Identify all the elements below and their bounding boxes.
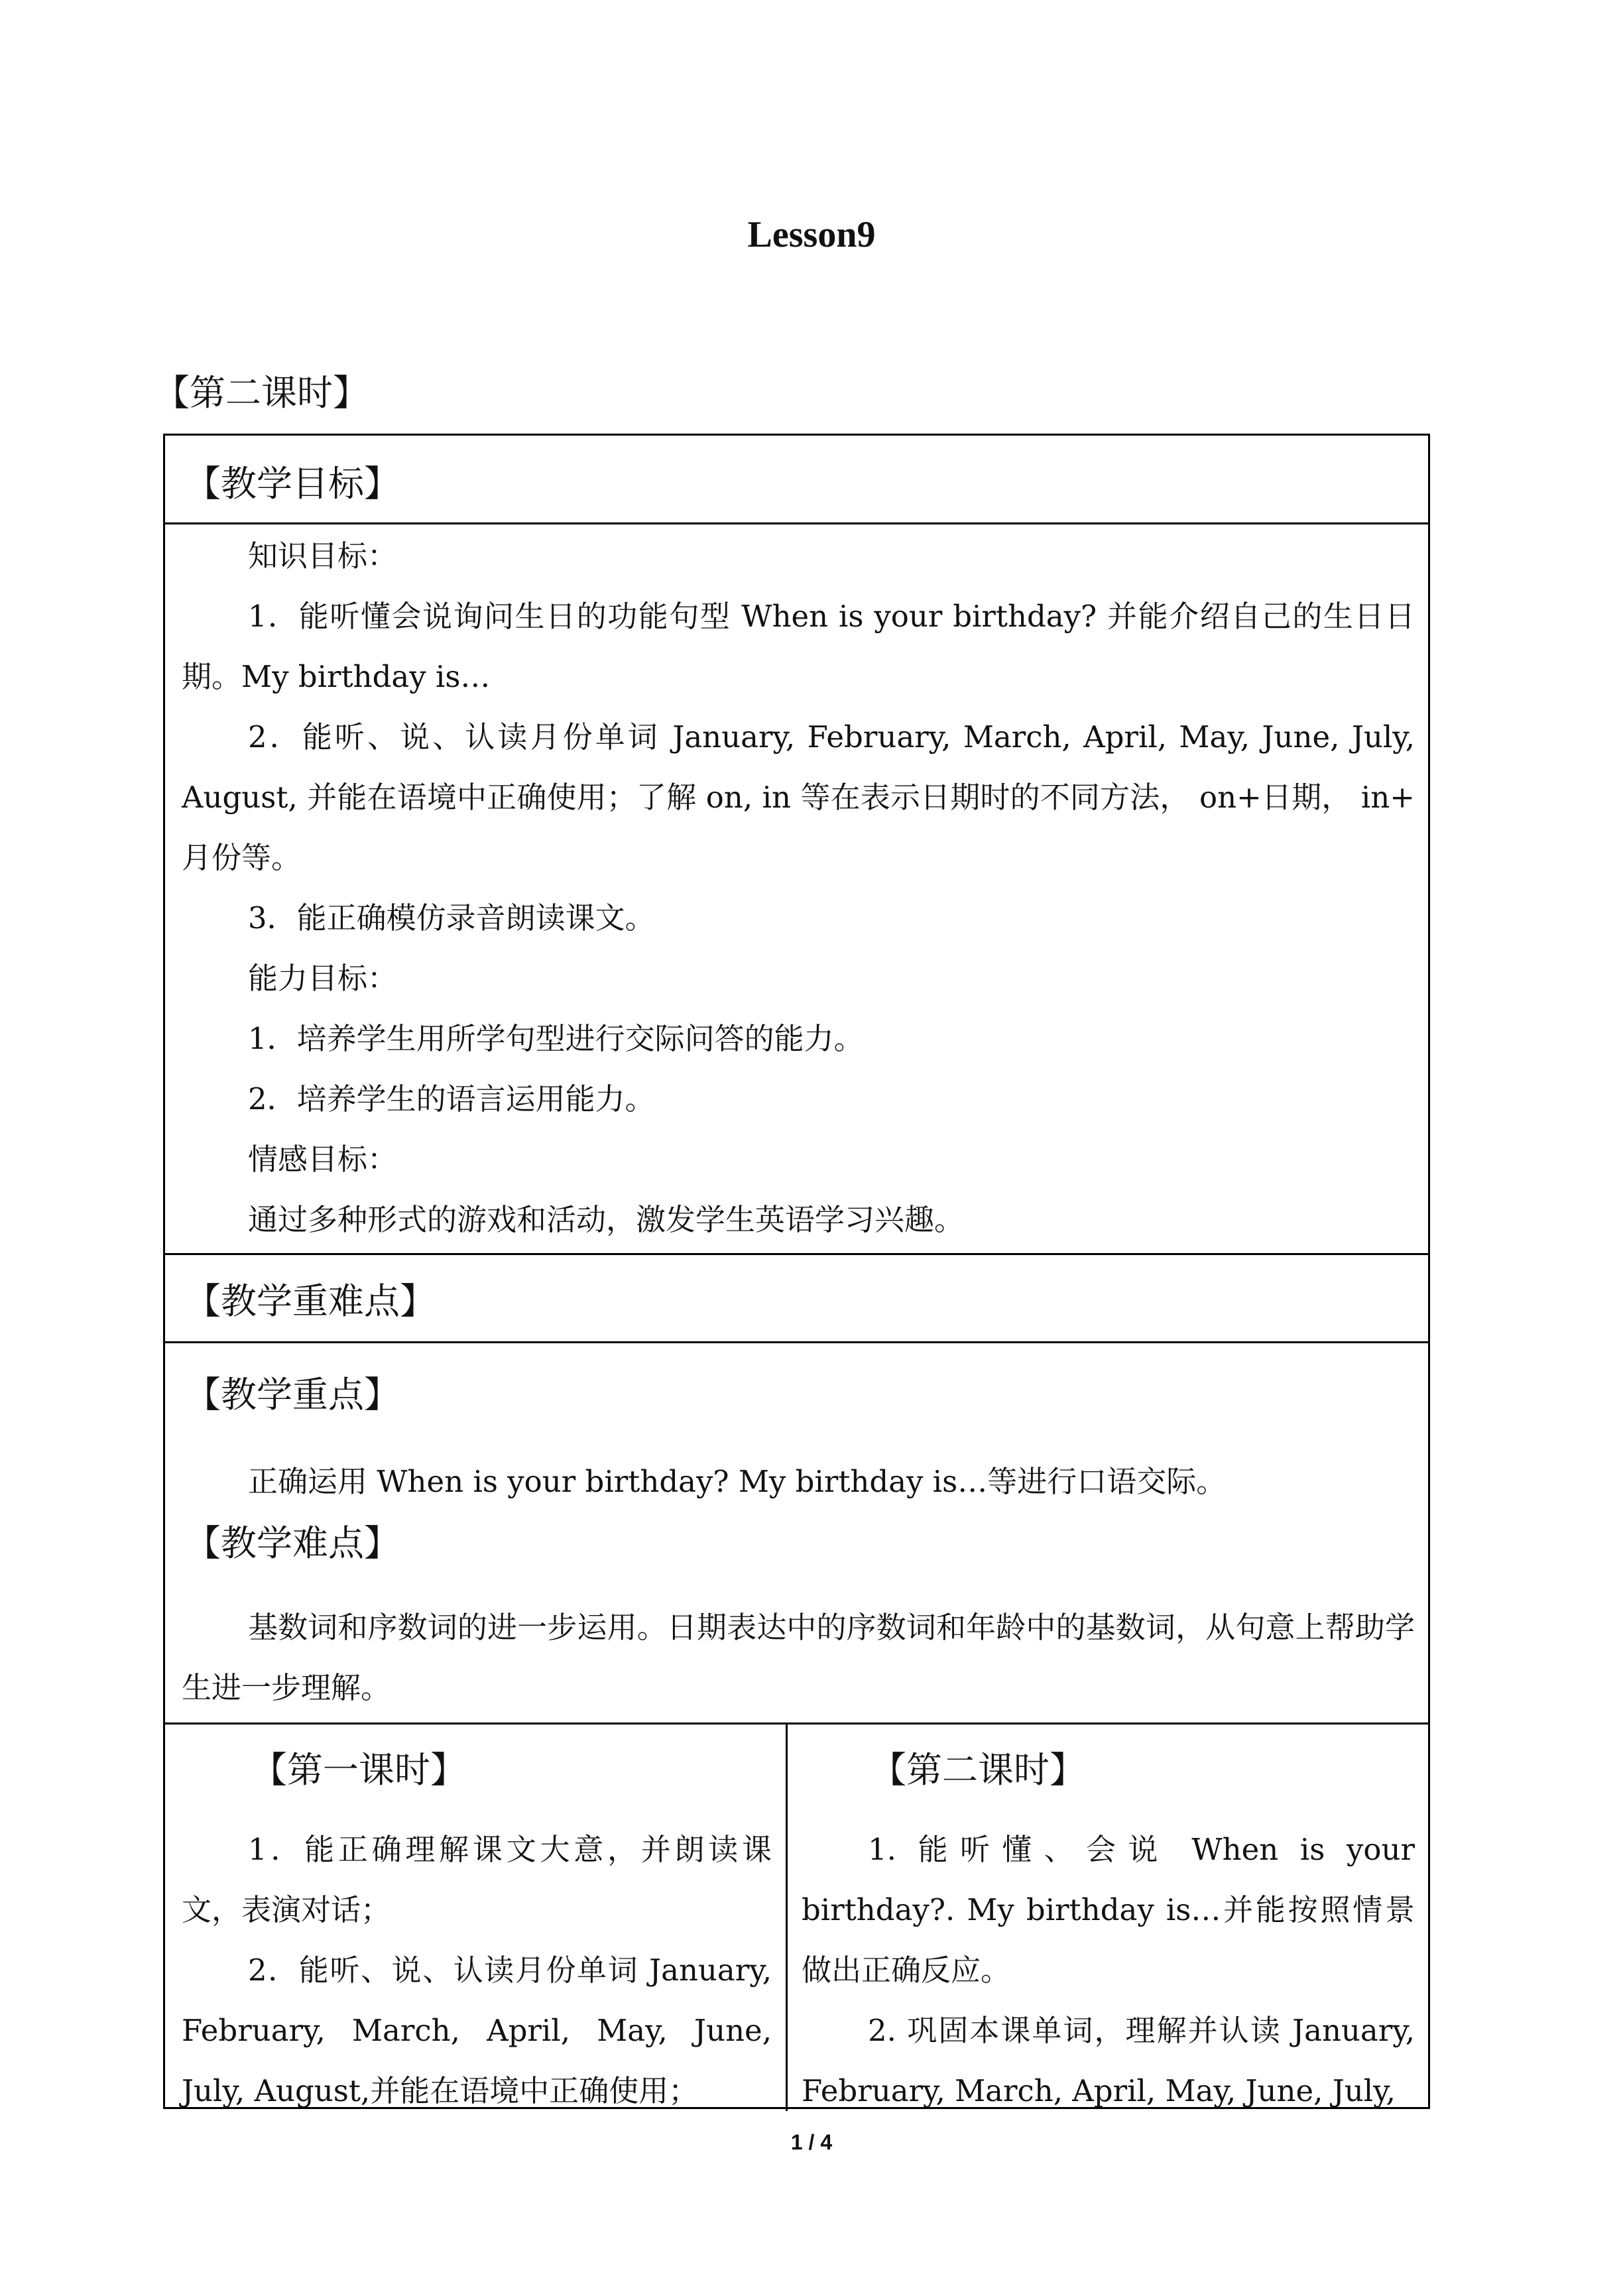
second-period-body xyxy=(802,1819,1415,2121)
objectives-line: 1．培养学生用所学句型进行交际问答的能力。 xyxy=(248,1021,864,1056)
difficulty-text: 基数词和序数词的进一步运用。日期表达中的序数词和年龄中的基数词，从句意上帮助学生进一步理解。 xyxy=(182,1610,1415,1705)
objectives-line: 3．能正确模仿录音朗读课文。 xyxy=(248,900,655,936)
second-period-line: 2. 巩固本课单词，理解并认读 January, February, March, April, May, June, July, xyxy=(802,2013,1415,2108)
objectives-line: 2．能听、说、认读月份单词 January, February, March, April, May, June, July, August, 并能在语境中正确使用；了解 on, in 等在表示日期时的不同方法， on+日期， in+ 月份等。 xyxy=(182,719,1415,875)
first-period-body xyxy=(182,1819,772,2121)
first-period-heading: 【第一课时】 xyxy=(251,1749,466,1791)
objectives-body xyxy=(182,526,1415,1250)
row-divider xyxy=(165,522,1428,524)
objectives-line: 情感目标： xyxy=(248,1142,398,1177)
row-divider xyxy=(165,1253,1428,1255)
objectives-heading: 【教学目标】 xyxy=(185,463,400,505)
lesson-plan-table xyxy=(163,434,1430,2109)
lesson-period-tag: 【第二课时】 xyxy=(154,372,369,414)
first-period-line: 1．能正确理解课文大意，并朗读课文，表演对话； xyxy=(182,1832,772,1927)
row-divider xyxy=(165,1341,1428,1343)
first-period-line: 2．能听、说、认读月份单词 January, February, March, April, May, June, July, August,并能在语境中正确使用； xyxy=(182,1953,772,2108)
objectives-line: 2．培养学生的语言运用能力。 xyxy=(248,1081,655,1117)
objectives-line: 能力目标： xyxy=(248,961,398,996)
key-points-heading: 【教学重难点】 xyxy=(185,1280,436,1322)
row-divider xyxy=(165,1722,1428,1724)
document-title: Lesson9 xyxy=(747,214,876,255)
objectives-line: 通过多种形式的游戏和活动，激发学生英语学习兴趣。 xyxy=(248,1202,965,1237)
difficulty-heading: 【教学难点】 xyxy=(185,1522,400,1564)
objectives-line: 知识目标： xyxy=(248,538,398,574)
focus-heading: 【教学重点】 xyxy=(185,1374,400,1416)
difficulty-text-block xyxy=(182,1597,1415,1718)
focus-text: 正确运用 When is your birthday? My birthday is…等进行口语交际。 xyxy=(248,1464,1227,1499)
column-divider xyxy=(786,1722,788,2111)
second-period-line: 1. 能听懂、会说 When is your birthday?. My birthday is…并能按照情景做出正确反应。 xyxy=(802,1832,1415,1988)
objectives-line: 1．能听懂会说询问生日的功能句型 When is your birthday? 并能介绍自己的生日日期。My birthday is… xyxy=(182,599,1415,694)
focus-text-block xyxy=(182,1451,1415,1512)
page-number: 1 / 4 xyxy=(790,2130,833,2154)
second-period-heading: 【第二课时】 xyxy=(871,1749,1085,1791)
